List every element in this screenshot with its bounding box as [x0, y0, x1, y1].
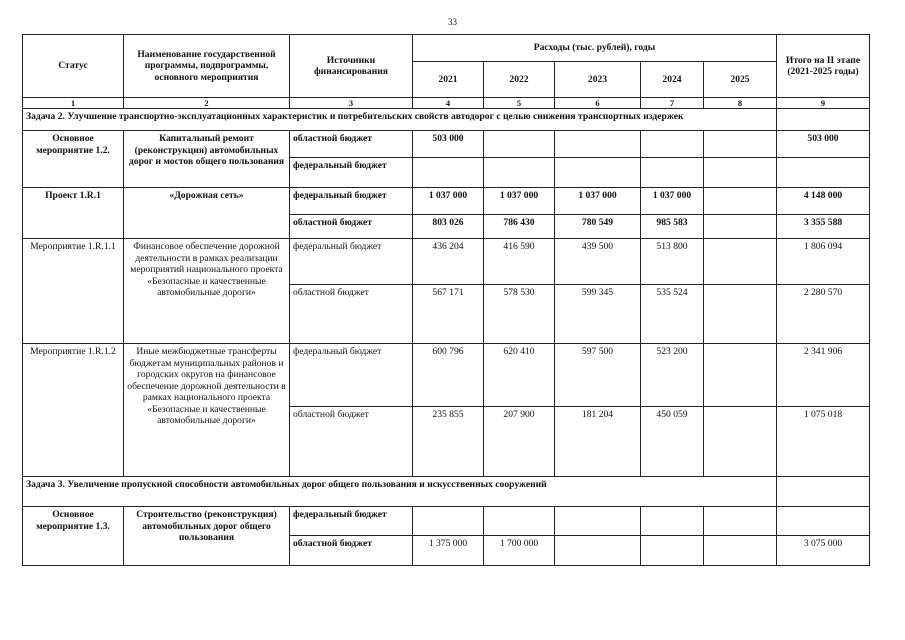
header-expenses: Расходы (тыс. рублей), годы — [413, 35, 777, 62]
col-number: 5 — [484, 98, 555, 109]
value-2024 — [641, 158, 704, 188]
row-source: областной бюджет — [290, 536, 413, 566]
value-total: 4 148 000 — [777, 188, 870, 215]
header-year: 2023 — [555, 62, 641, 98]
value-2021: 503 000 — [413, 131, 484, 158]
value-2023: 780 549 — [555, 215, 641, 239]
value-2021: 235 855 — [413, 407, 484, 477]
col-number: 4 — [413, 98, 484, 109]
value-2024: 985 583 — [641, 215, 704, 239]
value-total: 1 806 094 — [777, 239, 870, 285]
value-2024: 1 037 000 — [641, 188, 704, 215]
value-total: 1 075 018 — [777, 407, 870, 477]
value-2025 — [704, 158, 777, 188]
value-2024 — [641, 536, 704, 566]
value-2021: 1 037 000 — [413, 188, 484, 215]
task-3-heading: Задача 3. Увеличение пропускной способности автомобильных дорог общего пользования и искусственных сооружений — [23, 477, 777, 507]
value-2022 — [484, 158, 555, 188]
value-2023: 599 345 — [555, 285, 641, 344]
header-year: 2022 — [484, 62, 555, 98]
value-2023: 439 500 — [555, 239, 641, 285]
col-number: 7 — [641, 98, 704, 109]
value-2021 — [413, 507, 484, 536]
value-2023 — [555, 536, 641, 566]
row-status: Мероприятие 1.R.1.2 — [23, 344, 124, 477]
value-total: 503 000 — [777, 131, 870, 158]
row-source: областной бюджет — [290, 215, 413, 239]
col-number: 2 — [124, 98, 290, 109]
col-number: 3 — [290, 98, 413, 109]
row-status: Проект 1.R.1 — [23, 188, 124, 239]
value-2022: 416 590 — [484, 239, 555, 285]
col-number: 6 — [555, 98, 641, 109]
value-total: 2 341 906 — [777, 344, 870, 407]
value-2021: 436 204 — [413, 239, 484, 285]
header-year: 2021 — [413, 62, 484, 98]
value-2023 — [555, 158, 641, 188]
value-2023: 181 204 — [555, 407, 641, 477]
value-2021: 803 026 — [413, 215, 484, 239]
header-status: Статус — [23, 35, 124, 98]
row-source: областной бюджет — [290, 407, 413, 477]
row-name: Капитальный ремонт (реконструкция) автомобильных дорог и мостов общего пользования — [124, 131, 290, 188]
value-2024: 523 200 — [641, 344, 704, 407]
value-2022: 620 410 — [484, 344, 555, 407]
row-name: «Дорожная сеть» — [124, 188, 290, 239]
value-2024 — [641, 131, 704, 158]
col-number: 9 — [777, 98, 870, 109]
value-2025 — [704, 188, 777, 215]
col-number: 8 — [704, 98, 777, 109]
row-source: федеральный бюджет — [290, 158, 413, 188]
page-number: 33 — [448, 17, 457, 27]
value-total: 3 075 000 — [777, 536, 870, 566]
header-sources: Источники финансирования — [290, 35, 413, 98]
value-2025 — [704, 285, 777, 344]
header-year: 2025 — [704, 62, 777, 98]
value-total: 3 355 588 — [777, 215, 870, 239]
value-2025 — [704, 536, 777, 566]
value-2025 — [704, 507, 777, 536]
row-source: областной бюджет — [290, 131, 413, 158]
row-source: федеральный бюджет — [290, 507, 413, 536]
header-name: Наименование государственной программы, подпрограммы, основного мероприятия — [124, 35, 290, 98]
row-source: федеральный бюджет — [290, 188, 413, 215]
value-2023 — [555, 507, 641, 536]
value-2024: 535 524 — [641, 285, 704, 344]
row-name: Иные межбюджетные трансферты бюджетам муниципальных районов и городских округов на финансовое обеспечение дорожной деятельности в рамках национального проекта «Безопасные и качественные автомобильные дороги» — [124, 344, 290, 477]
header-year: 2024 — [641, 62, 704, 98]
value-total — [777, 158, 870, 188]
row-source: федеральный бюджет — [290, 344, 413, 407]
task-2-heading: Задача 2. Улучшение транспортно-эксплуатационных характеристик и потребительских свойств автодорог с целью снижения транспортных издержек — [23, 109, 777, 131]
row-name: Финансовое обеспечение дорожной деятельности в рамках реализации мероприятий национального проекта «Безопасные и качественные автомобильные дороги» — [124, 239, 290, 344]
value-2025 — [704, 131, 777, 158]
value-2023: 597 500 — [555, 344, 641, 407]
value-2021 — [413, 158, 484, 188]
value-2022: 786 430 — [484, 215, 555, 239]
value-2024 — [641, 507, 704, 536]
value-2023 — [555, 131, 641, 158]
value-2025 — [704, 215, 777, 239]
value-2021: 1 375 000 — [413, 536, 484, 566]
value-2022 — [484, 131, 555, 158]
value-total — [777, 507, 870, 536]
value-2021: 567 171 — [413, 285, 484, 344]
value-2021: 600 796 — [413, 344, 484, 407]
value-2022: 1 700 000 — [484, 536, 555, 566]
col-number: 1 — [23, 98, 124, 109]
value-2022 — [484, 507, 555, 536]
value-2025 — [704, 239, 777, 285]
budget-table — [22, 34, 870, 566]
empty-cell — [777, 477, 870, 507]
value-2025 — [704, 344, 777, 407]
row-status: Основное мероприятие 1.3. — [23, 507, 124, 566]
row-status: Мероприятие 1.R.1.1 — [23, 239, 124, 344]
value-2024: 513 800 — [641, 239, 704, 285]
row-status: Основное мероприятие 1.2. — [23, 131, 124, 188]
value-2023: 1 037 000 — [555, 188, 641, 215]
value-2022: 1 037 000 — [484, 188, 555, 215]
row-source: областной бюджет — [290, 285, 413, 344]
empty-cell — [777, 109, 870, 131]
value-2024: 450 059 — [641, 407, 704, 477]
value-2022: 578 530 — [484, 285, 555, 344]
header-total: Итого на II этапе (2021-2025 годы) — [777, 35, 870, 98]
value-total: 2 280 570 — [777, 285, 870, 344]
row-name: Строительство (реконструкция) автомобильных дорог общего пользования — [124, 507, 290, 566]
value-2022: 207 900 — [484, 407, 555, 477]
row-source: федеральный бюджет — [290, 239, 413, 285]
value-2025 — [704, 407, 777, 477]
